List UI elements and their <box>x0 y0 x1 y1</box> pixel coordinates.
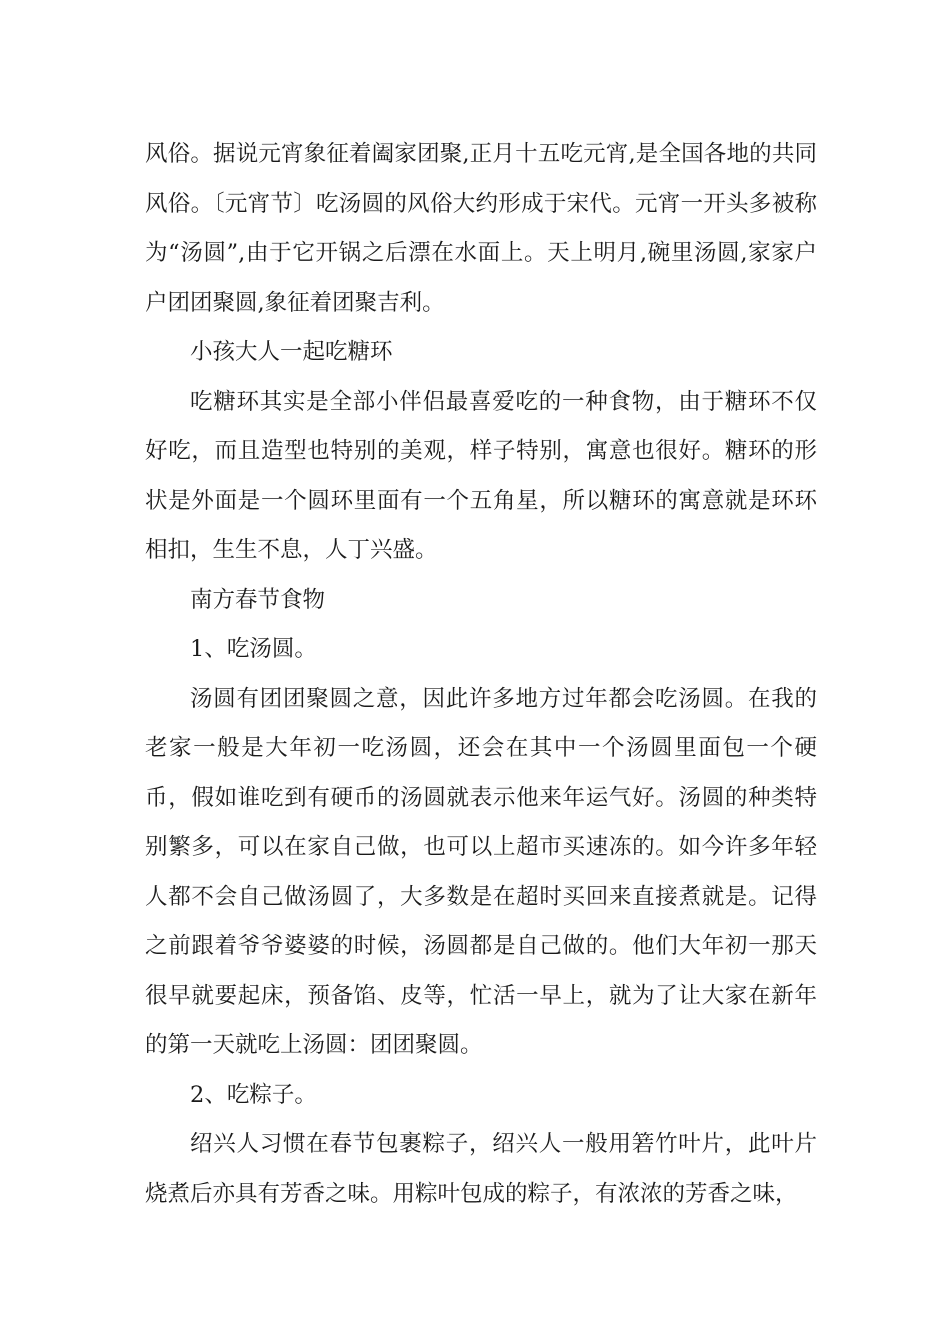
heading-tangyuan: 1、吃汤圆。 <box>190 636 317 662</box>
heading-zongzi: 2、吃粽子。 <box>190 1081 317 1108</box>
document-body <box>145 130 817 1219</box>
paragraph-tanghuan: 吃糖环其实是全部小伴侣最喜爱吃的一种食物，由于糖环不仅好吃，而且造型也特别的美观，样子特别，寓意也很好。糖环的形状是外面是一个圆环里面有一个五角星，所以糖环的寓意就是环环相扣，生生不息，人丁兴盛。 <box>145 388 817 563</box>
heading-southern-food: 南方春节食物 <box>190 586 326 613</box>
heading-tanghuan: 小孩大人一起吃糖环 <box>190 339 393 365</box>
paragraph-tangyuan: 汤圆有团团聚圆之意，因此许多地方过年都会吃汤圆。在我的老家一般是大年初一吃汤圆，还会在其中一个汤圆里面包一个硬币，假如谁吃到有硬币的汤圆就表示他来年运气好。汤圆的种类特别繁多，可以在家自己做，也可以上超市买速冻的。如今许多年轻人都不会自己做汤圆了，大多数是在超时买回来直接煮就是。记得之前跟着爷爷婆婆的时候，汤圆都是自己做的。他们大年初一那天很早就要起床，预备馅、皮等，忙活一早上，就为了让大家在新年的第一天就吃上汤圆：团团聚圆。 <box>145 685 817 1058</box>
paragraph-zongzi: 绍兴人习惯在春节包裹粽子，绍兴人一般用箬竹叶片，此叶片烧煮后亦具有芳香之味。用粽叶包成的粽子，有浓浓的芳香之味， <box>145 1131 817 1207</box>
paragraph-yuanxiao-custom: 风俗。据说元宵象征着阖家团聚,正月十五吃元宵,是全国各地的共同风俗。〔元宵节〕吃汤圆的风俗大约形成于宋代。元宵一开头多被称为“汤圆”,由于它开锅之后漂在水面上。天上明月,碗里汤圆,家家户户团团聚圆,象征着团聚吉利。 <box>145 141 817 316</box>
